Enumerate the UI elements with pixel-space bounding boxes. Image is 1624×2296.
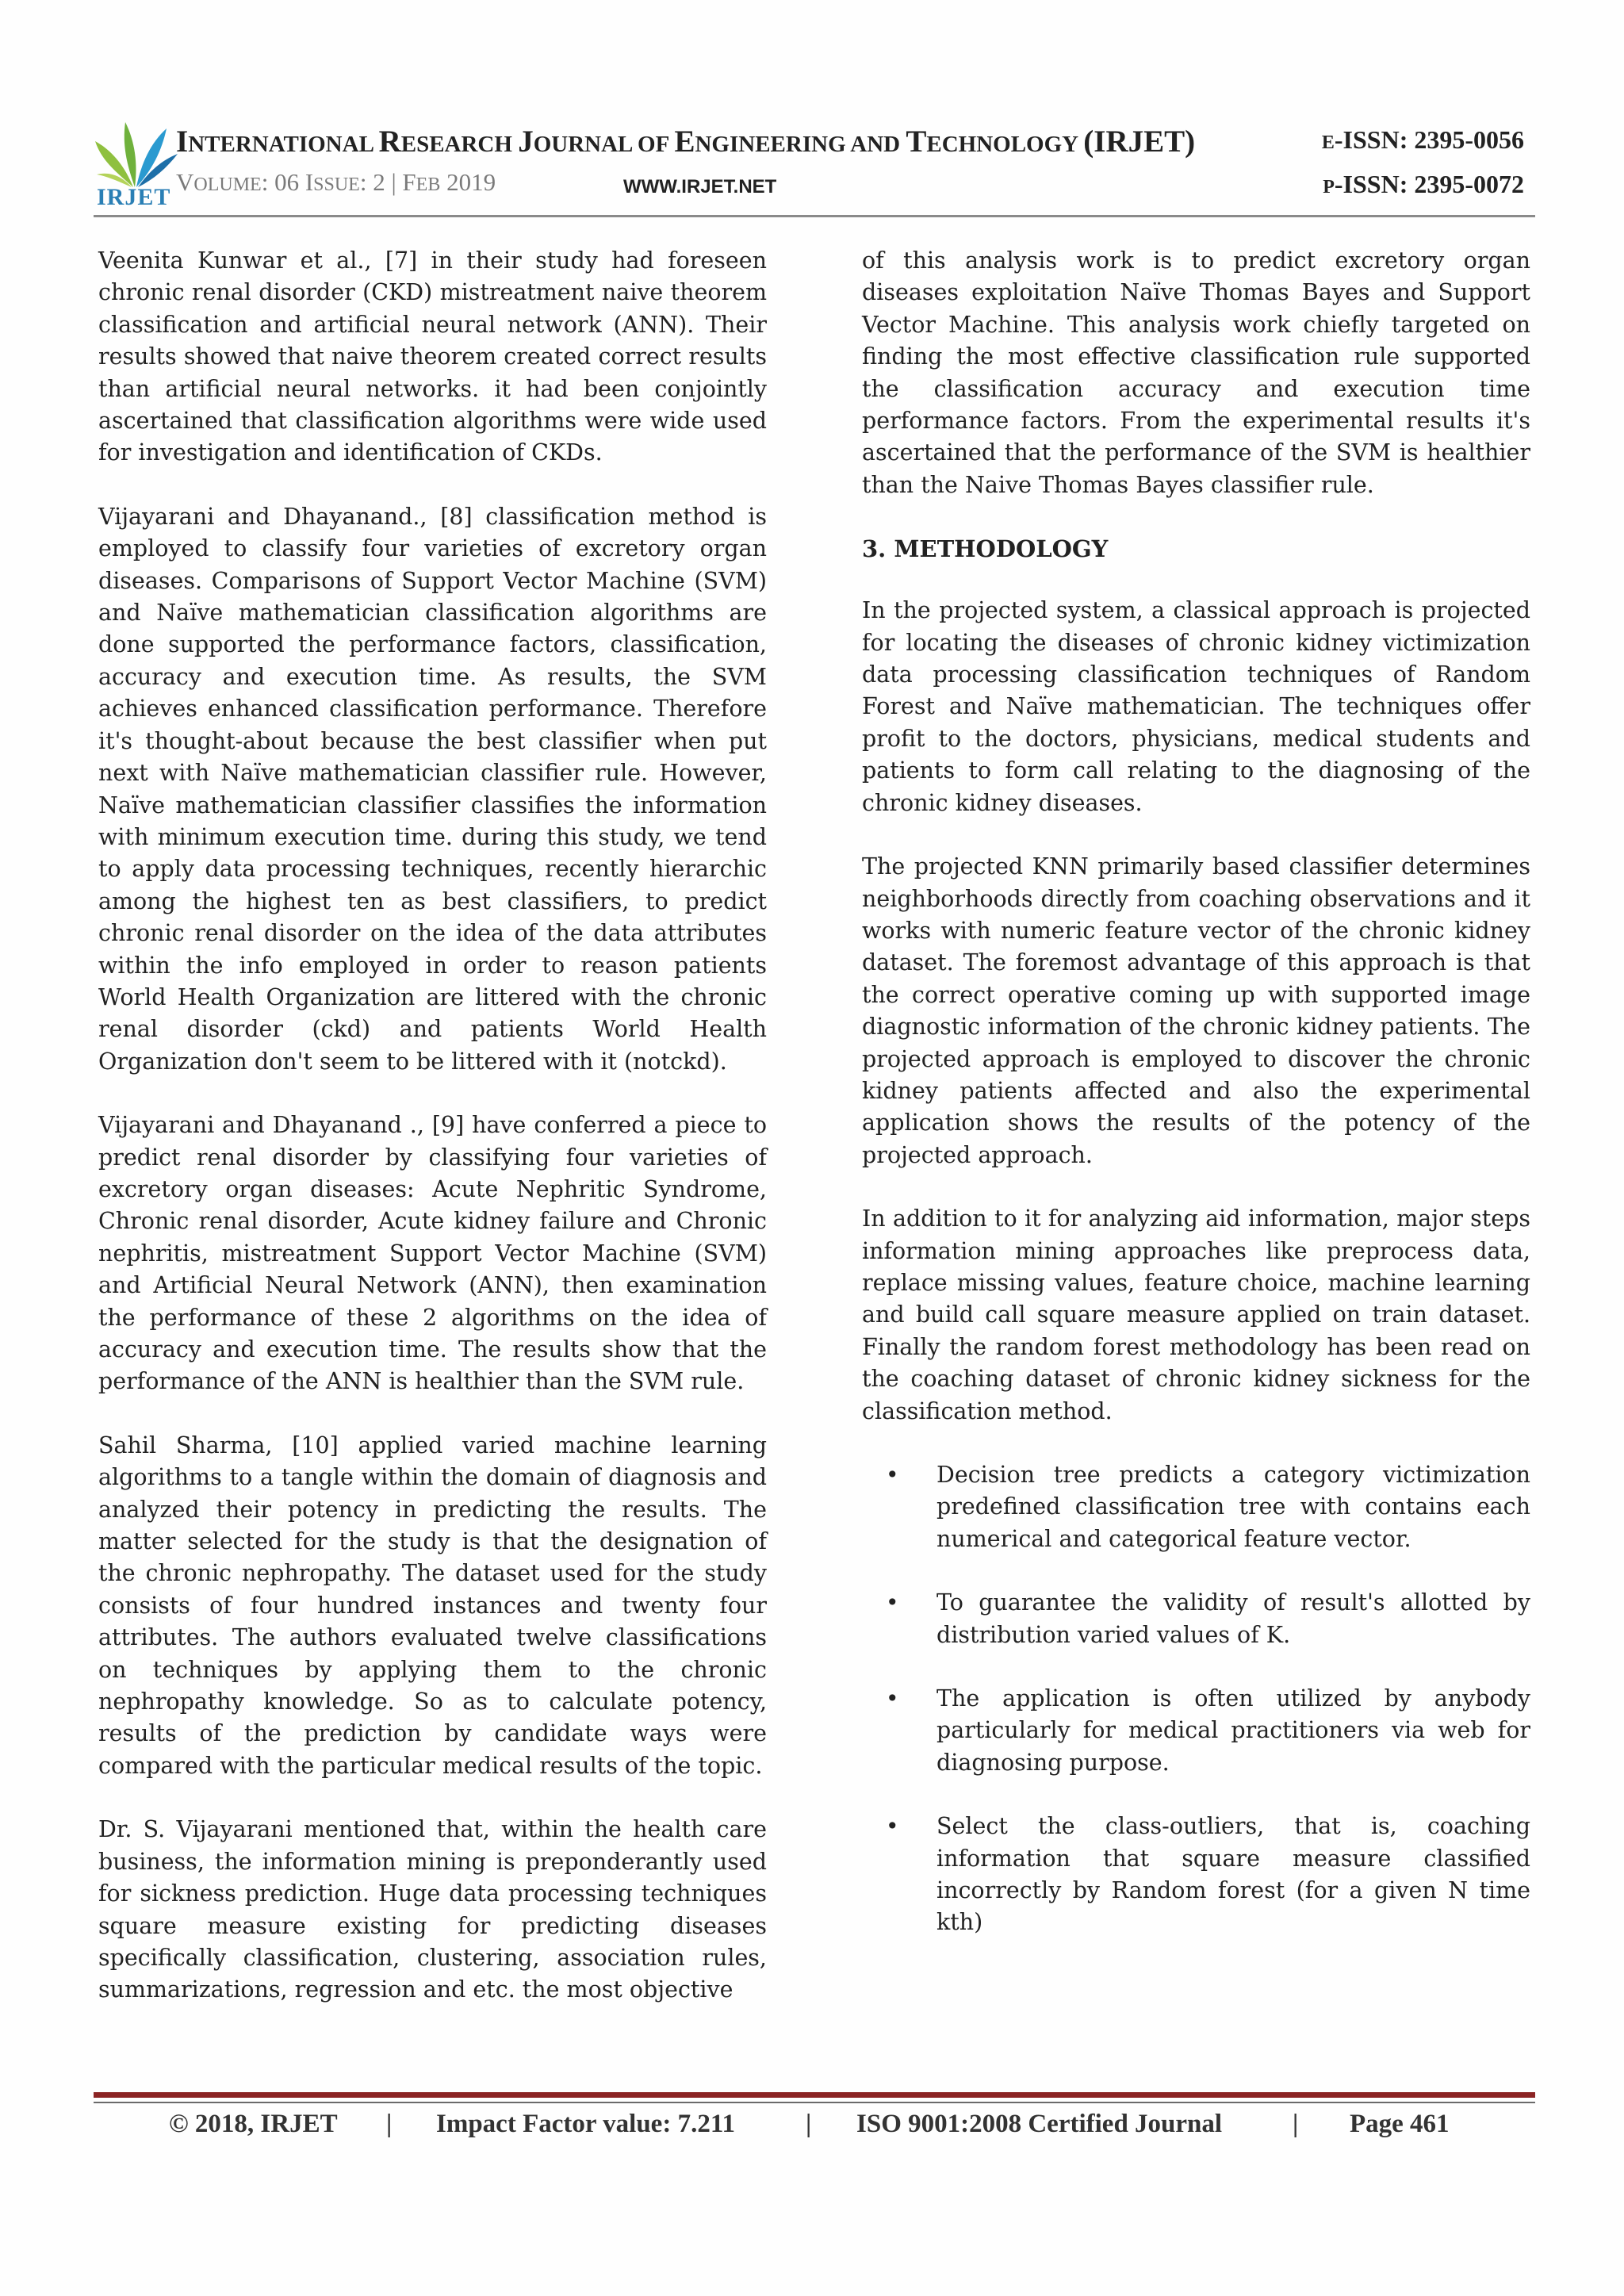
footer-divider-red <box>94 2092 1535 2098</box>
footer-copyright: © 2018, IRJET <box>169 2110 338 2138</box>
paragraph-sharma: Sahil Sharma, [10] applied varied machine learning algorithms to a tangle within the domain of diagnosis and analyzed their potency in predicting the results. The matter selected for the study is that the designation of the chronic nephropathy. The dataset used for the study consists of four hundred instances and twenty four attributes. The authors evaluated twelve classifications on techniques by applying them to the chronic nephropathy knowledge. So as to calculate potency, results of the prediction by candidate ways were compared with the particular medical results of the topic. <box>98 1432 767 1779</box>
bullet-icon: • <box>886 1462 899 1488</box>
leaf-logo-icon <box>94 117 179 189</box>
page-footer <box>0 2110 1624 2145</box>
journal-title: INTERNATIONAL RESEARCH JOURNAL OF ENGINEERING AND TECHNOLOGY (IRJET) <box>176 125 1196 159</box>
p-issn: P-ISSN: 2395-0072 <box>1323 170 1524 198</box>
paragraph-dr-vijayarani: Dr. S. Vijayarani mentioned that, within the health care business, the information mining is preponderantly used for sickness prediction. Huge data processing techniques square measure existing for predicting diseases specifically classification, clustering, association rules, summarizations, regression and etc. the most objective <box>98 1816 767 2003</box>
paragraph-vijayarani-9: Vijayarani and Dhayanand ., [9] have conferred a piece to predict renal disorder by classifying four varieties of excretory organ diseases: Acute Nephritic Syndrome, Chronic renal disorder, Acute kidney failure and Chronic nephritis, mistreatment Support Vector Machine (SVM) and Artificial Neural Network (ANN), then examination the performance of these 2 algorithms on the idea of accuracy and execution time. The results show that the performance of the ANN is healthier than the SVM rule. <box>98 1112 767 1395</box>
volume-issue-date: VOLUME: 06 ISSUE: 2 | FEB 2019 <box>176 168 496 196</box>
footer-impact-factor: Impact Factor value: 7.211 <box>436 2110 736 2138</box>
left-column <box>98 245 767 2038</box>
list-item: • To guarantee the validity of result's allotted by distribution varied values of K. <box>862 1587 1530 1651</box>
right-column <box>862 245 1530 1971</box>
footer-divider-gray <box>94 2102 1535 2103</box>
bullet-icon: • <box>886 1589 899 1616</box>
paragraph-methodology-2: The projected KNN primarily based classifier determines neighborhoods directly from coaching observations and it works with numeric feature vector of the chronic kidney dataset. The foremost advantage of this approach is that the correct operative coming up with supported image diagnostic information of the chronic kidney patients. The projected approach is employed to discover the chronic kidney patients affected and also the experimental application shows the results of the potency of the projected approach. <box>862 853 1530 1168</box>
paragraph-kunwar: Veenita Kunwar et al., [7] in their study had foreseen chronic renal disorder (CKD) mistreatment naive theorem classification and artificial neural network (ANN). Their results showed that naive theorem created correct results than artificial neural networks. it had been conjointly ascertained that classification algorithms were wide used for investigation and identification of CKDs. <box>98 247 767 466</box>
irjet-logo <box>94 117 179 211</box>
footer-page-number: Page 461 <box>1350 2110 1450 2138</box>
footer-separator: | <box>1293 2110 1299 2138</box>
list-item: • Select the class-outliers, that is, coaching information that square measure classified incorrectly by Random forest (for a given N time kth) <box>862 1811 1530 1939</box>
journal-website: WWW.IRJET.NET <box>623 176 777 197</box>
e-issn: E-ISSN: 2395-0056 <box>1321 125 1524 154</box>
bullet-icon: • <box>886 1685 899 1712</box>
header-divider <box>94 215 1535 217</box>
list-item: • Decision tree predicts a category victimization predefined classification tree with contains each numerical and categorical feature vector. <box>862 1459 1530 1555</box>
list-item: • The application is often utilized by anybody particularly for medical practitioners via web for diagnosing purpose. <box>862 1683 1530 1779</box>
paragraph-vijayarani-8: Vijayarani and Dhayanand., [8] classification method is employed to classify four varieties of excretory organ diseases. Comparisons of Support Vector Machine (SVM) and Naïve mathematician classification algorithms are done supported the performance factors, classification, accuracy and execution time. As results, the SVM achieves enhanced classification performance. Therefore it's thought-about because the best classifier when put next with Naïve mathematician classifier rule. However, Naïve mathematician classifier classifies the information with minimum execution time. during this study, we tend to apply data processing techniques, recently hierarchic among the highest ten as best classifiers, to predict chronic renal disorder on the idea of the data attributes within the info employed in order to reason patients World Health Organization are littered with the chronic renal disorder (ckd) and patients World Health Organization don't seem to be littered with it (notckd). <box>98 503 767 1075</box>
bullet-icon: • <box>886 1813 899 1840</box>
footer-separator: | <box>806 2110 812 2138</box>
paragraph-continuation: of this analysis work is to predict excretory organ diseases exploitation Naïve Thomas Bayes and Support Vector Machine. This analysis work chiefly targeted on finding the most effective classification rule supported the classification accuracy and execution time performance factors. From the experimental results it's ascertained that the performance of the SVM is healthier than the Naive Thomas Bayes classifier rule. <box>862 247 1530 498</box>
paragraph-methodology-3: In addition to it for analyzing aid information, major steps information mining approaches like preprocess data, replace missing values, feature choice, machine learning and build call square measure applied on train dataset. Finally the random forest methodology has been read on the coaching dataset of chronic kidney sickness for the classification method. <box>862 1205 1530 1424</box>
section-heading-methodology: 3. METHODOLOGY <box>862 535 1109 563</box>
footer-iso-certification: ISO 9001:2008 Certified Journal <box>856 2110 1223 2138</box>
logo-wordmark: IRJET <box>97 184 171 210</box>
footer-separator: | <box>386 2110 393 2138</box>
methodology-bullet-list <box>862 1459 1530 1939</box>
paragraph-methodology-1: In the projected system, a classical approach is projected for locating the diseases of chronic kidney victimization data processing classification techniques of Random Forest and Naïve mathematician. The techniques offer profit to the doctors, physicians, medical students and patients to form call relating to the diagnosing of the chronic kidney diseases. <box>862 597 1530 816</box>
